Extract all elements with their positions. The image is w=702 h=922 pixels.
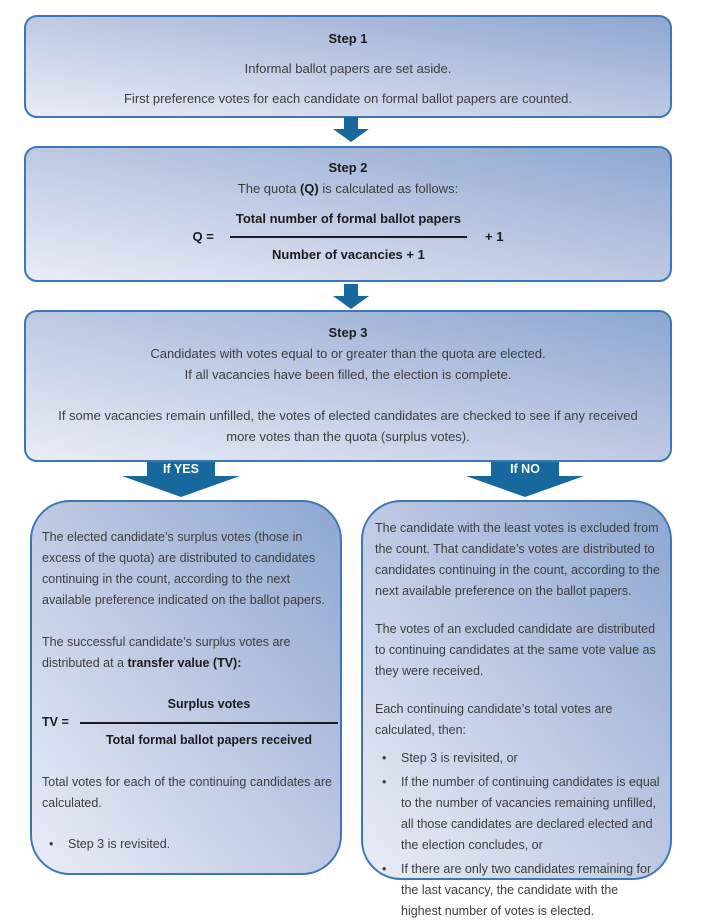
step2-box [24,146,672,282]
if-no-box [361,500,672,918]
quota-formula [193,208,504,265]
yes-paragraph-1: The elected candidate’s surplus votes (those in excess of the quota) are distributed to candidates continuing in the count, according to the next available preference indicated on the ballot papers. [42,530,325,607]
step1-title: Step 1 [328,31,368,46]
step3-box [24,310,672,462]
step1-line-1: Informal ballot papers are set aside. [244,61,452,76]
down-arrow-shape [333,284,369,309]
step1-line-2: First preference votes for each candidate on formal ballot papers are counted. [123,91,573,106]
step2-intro-suffix: is calculated as follows: [318,181,459,196]
tv-fraction [86,694,332,751]
down-arrow-icon [332,117,370,143]
no-bullet-list [375,748,660,922]
step2-intro-prefix: The quota [237,181,300,196]
step3-line-2: If all vacancies have been filled, the election is complete. [184,367,512,382]
fraction-line [230,236,467,238]
yes-paragraph-2-bold: transfer value (TV): [127,656,242,670]
bullet-item: • Step 3 is revisited, or [375,748,660,769]
yes-bullet-list [42,834,332,855]
if-no-arrow-icon [465,462,585,498]
bullet-item: • If there are only two candidates remaining for the last vacancy, the candidate with the highest number of votes is elected. [375,859,660,922]
quota-numerator: Total number of formal ballot papers [235,211,461,226]
quota-fraction [236,208,461,265]
tv-numerator: Surplus votes [167,697,251,711]
quota-plus-one-label: + 1 [485,229,504,244]
no-paragraph-3: Each continuing candidate’s total votes are calculated, then: [375,702,613,737]
no-paragraph-1: The candidate with the least votes is excluded from the count. That candidate’s votes are distributed to candidates continuing in the count, according to the next available preference on the ballot papers. [375,521,660,598]
step3-line-1: Candidates with votes equal to or greater than the quota are elected. [150,346,546,361]
quota-denominator: Number of vacancies + 1 [272,247,425,262]
transfer-value-formula [42,694,332,751]
if-yes-box [30,500,342,875]
tv-denominator: Total formal ballot papers received [105,733,313,747]
yes-paragraph-2 [42,632,332,674]
step3-paragraph: If some vacancies remain unfilled, the votes of elected candidates are checked to see if any received more votes than the quota (surplus votes). [58,408,638,444]
down-arrow-shape [333,117,369,142]
if-no-label: If NO [510,462,540,476]
step2-intro [238,178,458,199]
step2-intro-bold: (Q) [299,181,319,196]
fraction-line [80,722,338,724]
if-yes-label: If YES [163,462,199,476]
quota-lhs-label: Q = [192,229,214,244]
step1-box [24,15,672,118]
step2-title: Step 2 [328,160,368,175]
tv-lhs-label: TV = [42,715,69,729]
yes-paragraph-3: Total votes for each of the continuing candidates are calculated. [42,775,332,810]
step3-title: Step 3 [328,325,368,340]
yes-paragraph-2-prefix: The successful candidate’s surplus votes are distributed at a [42,635,291,670]
no-paragraph-2: The votes of an excluded candidate are distributed to continuing candidates at the same vote value as they were received. [375,622,656,678]
bullet-item: • Step 3 is revisited. [42,834,332,855]
if-yes-arrow-icon [121,462,241,498]
down-arrow-icon [332,284,370,310]
bullet-item: • If the number of continuing candidates is equal to the number of vacancies remaining unfilled, all those candidates are declared elected and the election concludes, or [375,772,660,856]
